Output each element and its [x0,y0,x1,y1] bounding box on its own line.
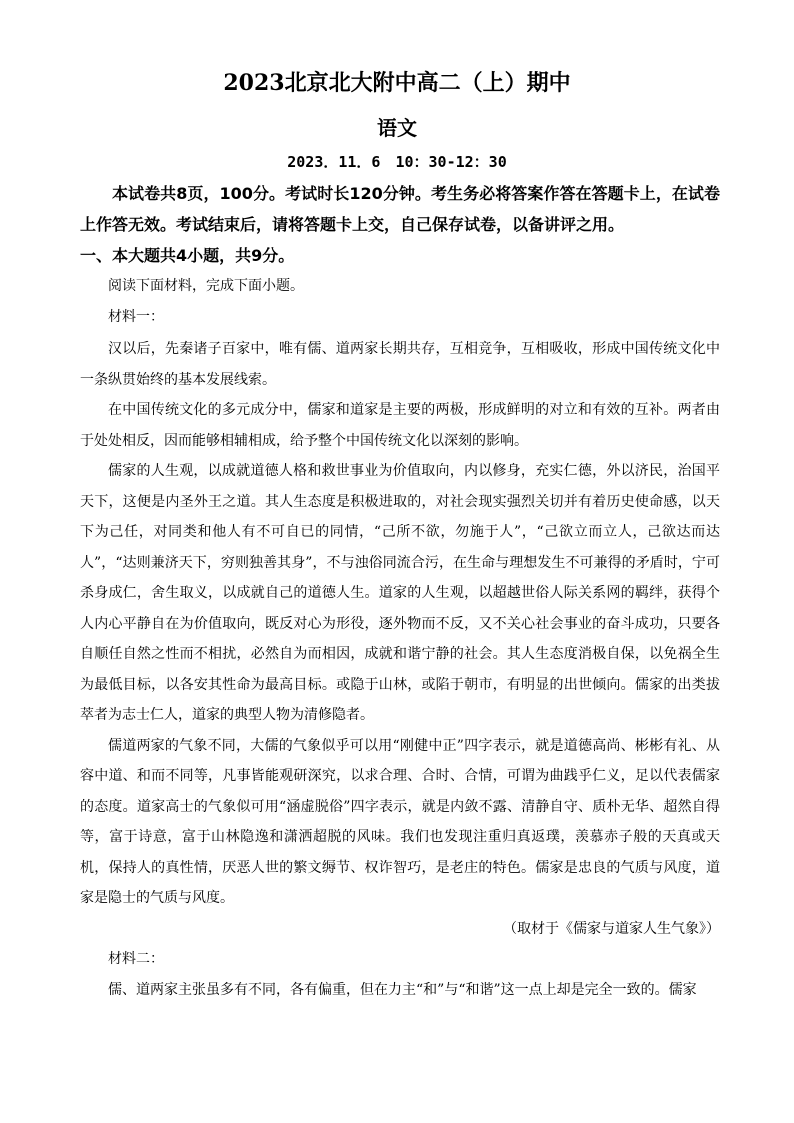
material-one-label: 材料一： [108,309,164,325]
paragraph: 汉以后，先秦诸子百家中，唯有儒、道两家长期共存，互相竞争，互相吸收，形成中国传统文化中一条纵贯始终的基本发展线索。 [80,341,720,388]
subject-title: 语文 [377,116,417,140]
source-citation: （取材于《儒家与道家人生气象》） [503,920,720,937]
reading-prompt: 阅读下面材料，完成下面小题。 [108,278,304,294]
paragraph: 儒道两家的气象不同，大儒的气象似乎可以用“刚健中正”四字表示，就是道德高尚、彬彬有礼、从容中道、和而不同等，凡事皆能观研深究，以求合理、合时、合情，可谓为曲践乎仁义，足以代表儒家的态度。道家高士的气象似可用“涵虚脱俗”四字表示，就是内敛不露、清静自守、质朴无华、超然自得等，富于诗意，富于山林隐逸和潇洒超脱的风味。我们也发现注重归真返璞，羡慕赤子般的天真或天机，保持人的真性情，厌恶人世的繁文缛节、权诈智巧，是老庄的特色。儒家是忠良的气质与风度，道家是隐士的气质与风度。 [80,737,720,906]
material-one-body [80,334,720,1005]
exam-datetime: 2023．11．6 10：30-12：30 [287,153,507,171]
exam-instructions: 本试卷共8页，100分。考试时长120分钟。考生务必将答案作答在答题卡上，在试卷上作答无效。考试结束后，请将答题卡上交，自己保存试卷，以备讲评之用。 [80,184,720,234]
section-heading: 一、本大题共4小题，共9分。 [80,246,295,265]
paragraph: 儒、道两家主张虽多有不同，各有偏重，但在力主“和”与“和谐”这一点上却是完全一致的。儒家 [108,981,697,998]
paragraph: 儒家的人生观，以成就道德人格和救世事业为价值取向，内以修身，充实仁德，外以济民，治国平天下，这便是内圣外王之道。其人生态度是积极进取的，对社会现实强烈关切并有着历史使命感，以天下为己任，对同类和他人有不可自已的同情，“己所不欲，勿施于人”，“己欲立而立人，己欲达而达人”，“达则兼济天下，穷则独善其身”，不与浊俗同流合污，在生命与理想发生不可兼得的矛盾时，宁可杀身成仁，舍生取义，以成就自己的道德人生。道家的人生观，以超越世俗人际关系网的羁绊，获得个人内心平静自在为价值取向，既反对心为形役，逐外物而不反，又不关心社会事业的奋斗成功，只要各自顺任自然之性而不相扰，必然自为而相因，成就和谐宁静的社会。其人生态度消极自保，以免祸全生为最低目标，以各安其性命为最高目标。或隐于山林，或陷于朝市，有明显的出世倾向。儒家的出类拔萃者为志士仁人，道家的典型人物为清修隐者。 [80,463,720,723]
paragraph: 在中国传统文化的多元成分中，儒家和道家是主要的两极，形成鲜明的对立和有效的互补。两者由于处处相反，因而能够相辅相成，给予整个中国传统文化以深刻的影响。 [80,402,720,449]
exam-title: 2023北京北大附中高二（上）期中 [223,70,571,96]
material-two-label: 材料二： [108,951,164,967]
